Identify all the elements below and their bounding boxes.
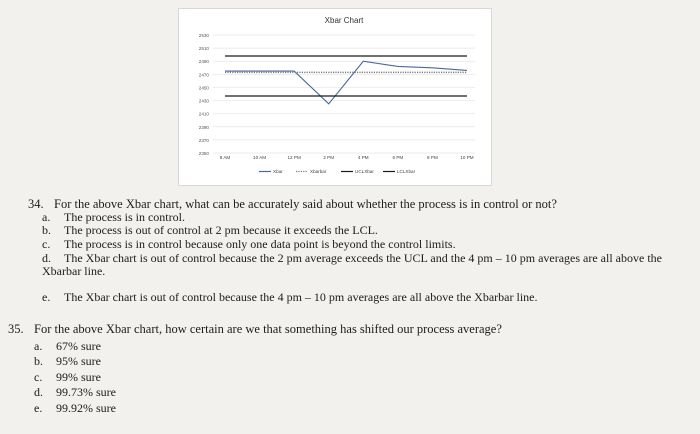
y-tick-label: 2530 — [198, 33, 209, 38]
option-text: The Xbar chart is out of control because the 2 pm average exceeds the UCL and the 4 pm – 10 pm averages are all above the Xbarbar line. — [42, 251, 662, 278]
option-letter: e. — [34, 401, 43, 415]
question-number: 35. — [8, 322, 24, 336]
x-tick-label: 2 PM — [323, 155, 335, 160]
series-line-xbar — [225, 61, 467, 104]
option-text: 95% sure — [56, 354, 101, 368]
y-tick-label: 2450 — [198, 85, 209, 91]
option-d — [42, 252, 682, 278]
y-tick-label: 2390 — [198, 124, 209, 130]
option-letter: b. — [42, 223, 51, 237]
option-letter: a. — [42, 210, 51, 224]
option-c — [42, 238, 456, 251]
legend-label: LCLXbar — [397, 169, 416, 174]
option-letter: b. — [34, 354, 43, 368]
option-letter: c. — [42, 237, 51, 251]
option-text: The process is out of control at 2 pm because it exceeds the LCL. — [64, 223, 378, 237]
y-tick-label: 2410 — [198, 111, 209, 117]
option-text: 99% sure — [56, 370, 101, 384]
x-tick-label: 6 PM — [392, 155, 404, 160]
option-text: 99.73% sure — [56, 385, 116, 399]
x-tick-label: 4 PM — [357, 155, 369, 160]
y-tick-label: 2490 — [198, 59, 209, 65]
question-text: For the above Xbar chart, how certain are we that something has shifted our process average? — [34, 322, 502, 336]
x-tick-label: 8 AM — [219, 155, 231, 160]
option-letter: d. — [34, 385, 43, 399]
option-d — [34, 386, 116, 399]
option-text: The process is in control. — [64, 210, 185, 224]
y-tick-label: 2350 — [198, 151, 209, 156]
x-tick-label: 10 AM — [253, 155, 267, 160]
option-text: 67% sure — [56, 339, 101, 353]
option-text: The process is in control because only one data point is beyond the control limits. — [64, 237, 456, 251]
option-e — [34, 402, 116, 415]
x-tick-label: 8 PM — [427, 155, 438, 160]
x-tick-label: 12 PM — [287, 155, 301, 160]
y-tick-label: 2370 — [198, 137, 209, 143]
xbar-chart — [178, 8, 492, 186]
legend-label: Xbarbar — [310, 169, 327, 174]
option-text: The Xbar chart is out of control because the 4 pm – 10 pm averages are all above the Xbarbar line. — [64, 290, 538, 304]
xbar-chart-svg — [179, 9, 491, 185]
option-e — [42, 291, 537, 304]
y-tick-label: 2430 — [198, 98, 209, 104]
option-b — [34, 355, 101, 368]
option-a — [34, 340, 101, 353]
option-letter: a. — [34, 339, 43, 353]
legend-label: Xbar — [273, 169, 283, 174]
option-b — [42, 224, 378, 237]
option-text: 99.92% sure — [56, 401, 116, 415]
option-letter: d. — [42, 251, 51, 265]
question-text: For the above Xbar chart, what can be accurately said about whether the process is in control or not? — [54, 197, 557, 211]
y-tick-label: 2470 — [198, 72, 209, 78]
option-c — [34, 371, 101, 384]
option-letter: e. — [42, 290, 51, 304]
question-number: 34. — [28, 197, 44, 211]
chart-title: Xbar Chart — [324, 16, 364, 25]
y-tick-label: 2510 — [198, 46, 209, 52]
option-letter: c. — [34, 370, 43, 384]
legend-label: UCLXbar — [355, 169, 374, 174]
x-tick-label: 10 PM — [460, 155, 474, 160]
